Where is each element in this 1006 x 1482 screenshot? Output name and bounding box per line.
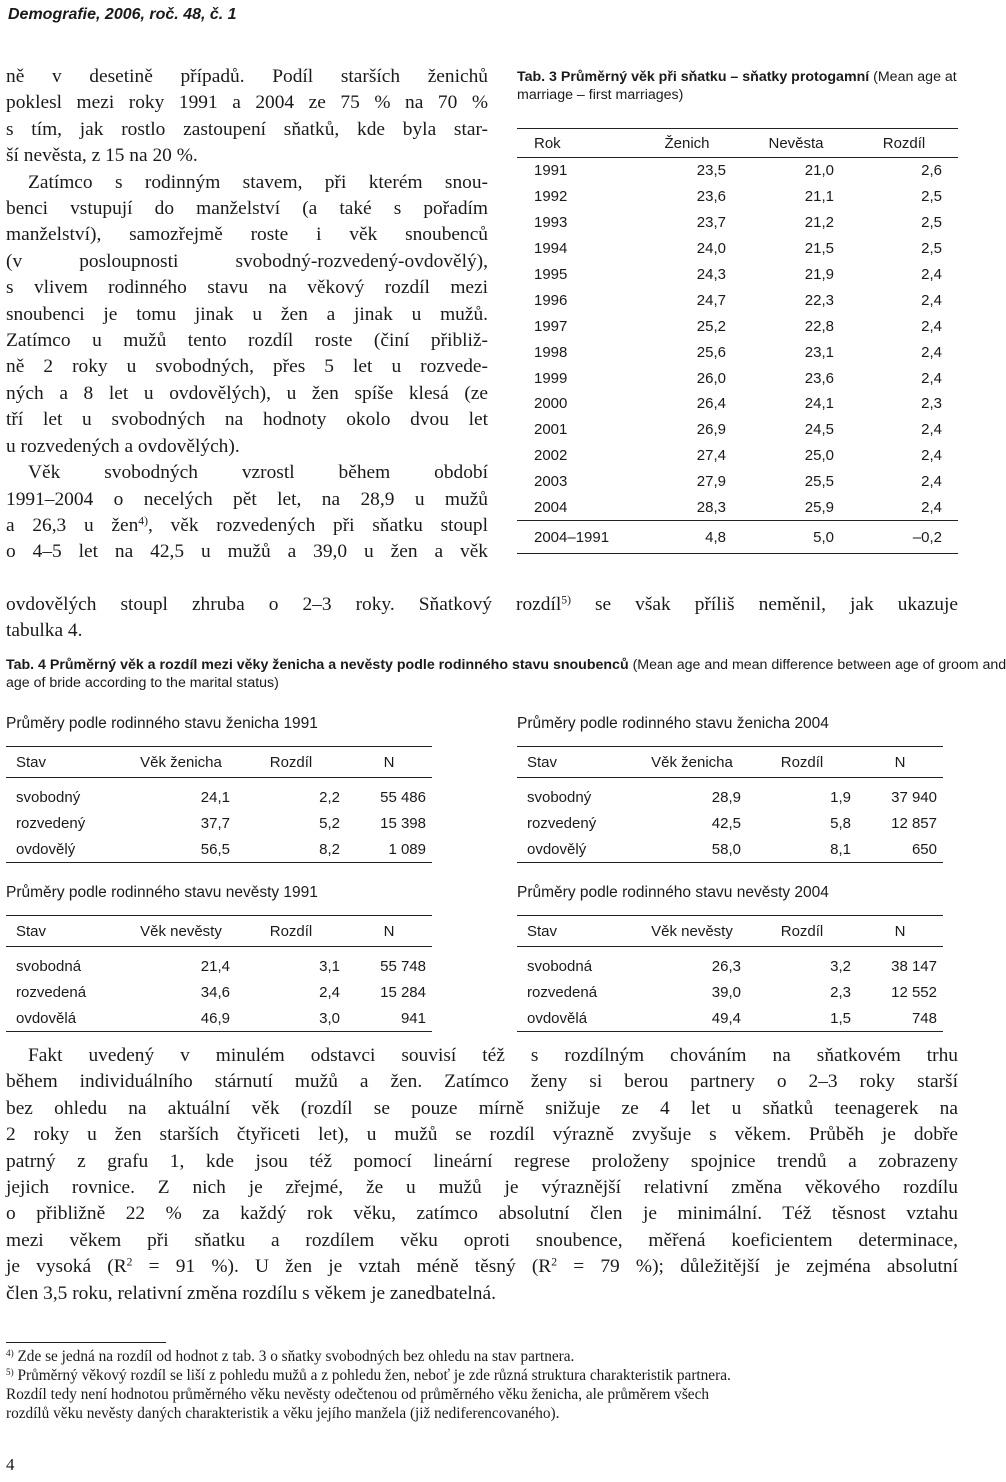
table-cell: 1,9 bbox=[830, 788, 851, 806]
text-fragment: a 26,3 u žen bbox=[6, 514, 139, 536]
column-header: Věk ženicha bbox=[126, 747, 236, 778]
table3 bbox=[517, 128, 958, 554]
column-header: Rok bbox=[517, 129, 632, 158]
table-header-row bbox=[6, 916, 432, 947]
table-cell: 21,2 bbox=[804, 214, 834, 232]
text-line: s vlivem rodinného stavu na věkový rozdíl mezi bbox=[6, 277, 488, 299]
text-line: patrný z grafu 1, kde jsou též pomocí lineární regrese proloženy spojnice trendů a zobrazeny bbox=[6, 1150, 958, 1172]
table-cell: 2,4 bbox=[921, 499, 942, 517]
table-cell: 34,6 bbox=[200, 983, 230, 1001]
groom-1991-table bbox=[6, 746, 432, 863]
table-cell: 37 940 bbox=[891, 788, 937, 806]
table-cell: 2003 bbox=[534, 473, 568, 491]
table4-title-en-line2: age of bride according to the marital status) bbox=[6, 675, 279, 691]
table-cell: 25,6 bbox=[696, 343, 726, 361]
text-line: poklesl mezi roky 1991 a 2004 ze 75 % na 70 % bbox=[6, 92, 488, 114]
column-header: Rozdíl bbox=[236, 747, 346, 778]
table-cell: 3,2 bbox=[830, 957, 851, 975]
table4-caption bbox=[6, 656, 1006, 692]
table-header-row bbox=[6, 747, 432, 778]
table-cell: 2,5 bbox=[921, 188, 942, 206]
table-cell: 25,9 bbox=[804, 499, 834, 517]
table-row bbox=[517, 262, 958, 288]
table-cell: 2,2 bbox=[319, 788, 340, 806]
text-line: ných a 8 let u ovdovělých), u žen spíše klesá (ze bbox=[6, 382, 488, 404]
table-cell: 3,0 bbox=[236, 1005, 346, 1032]
groom-2004-table bbox=[517, 746, 943, 863]
text-fragment: ovdovělých stoupl zhruba o 2–3 roky. Sňatkový rozdíl bbox=[6, 594, 562, 615]
text-line: (v posloupnosti svobodný-rozvedený-ovdovělý), bbox=[6, 250, 488, 272]
text-line: o přibližně 22 % za každý rok věku, zatímco absolutní člen je minimální. Též těsnost vztahu bbox=[6, 1203, 958, 1225]
footnote-mark: 5) bbox=[6, 1366, 14, 1377]
table-cell: 56,5 bbox=[126, 836, 236, 863]
text-line: Fakt uvedený v minulém odstavci souvisí též s rozdílným chováním na sňatkovém trhu bbox=[28, 1045, 958, 1066]
table-cell: 2,4 bbox=[921, 473, 942, 491]
table-cell: ovdovělá bbox=[517, 1005, 637, 1032]
table3-header-row bbox=[517, 129, 958, 158]
table-cell: 25,5 bbox=[804, 473, 834, 491]
text-fragment: , věk rozvedených při sňatku stoupl bbox=[147, 514, 488, 536]
table-cell: 2001 bbox=[534, 421, 568, 439]
table-cell: 2002 bbox=[534, 447, 568, 465]
table-cell: 2,6 bbox=[921, 162, 942, 180]
table-cell: 26,9 bbox=[696, 421, 726, 439]
table-cell: 2,3 bbox=[921, 395, 942, 413]
text-line: benci vstupují do manželství (a také s pořadím bbox=[6, 198, 488, 220]
text-line: jejich rovnice. Z nich je zřejmé, že u mužů je výraznější relativní změna věkového rozdílu bbox=[6, 1177, 958, 1199]
column-header: Stav bbox=[517, 916, 637, 947]
table-row bbox=[6, 784, 432, 810]
table-cell: 1997 bbox=[534, 317, 568, 335]
table3-total-row bbox=[517, 521, 958, 554]
table-row bbox=[517, 836, 943, 863]
table-cell: 8,2 bbox=[236, 836, 346, 863]
footnote-rule bbox=[6, 1342, 166, 1343]
table4-title: Průměrný věk a rozdíl mezi věky ženicha a nevěsty podle rodinného stavu snoubenců bbox=[45, 657, 629, 673]
table-cell: 42,5 bbox=[711, 814, 741, 832]
table-cell: 24,0 bbox=[696, 240, 726, 258]
table3-title-en-line2: marriage – first marriages) bbox=[517, 87, 684, 103]
table-row bbox=[517, 158, 958, 184]
column-header: Rozdíl bbox=[747, 747, 857, 778]
column-header: N bbox=[346, 916, 432, 947]
footnote-ref-5: 5) bbox=[561, 593, 571, 607]
table-row bbox=[517, 313, 958, 339]
table-cell: 25,2 bbox=[696, 317, 726, 335]
table-cell: 24,1 bbox=[804, 395, 834, 413]
table-cell: 1 089 bbox=[346, 836, 432, 863]
page-number: 4 bbox=[6, 1455, 15, 1474]
table4-label: Tab. 4 bbox=[6, 657, 46, 673]
table-row bbox=[517, 210, 958, 236]
groom-1991-title: Průměry podle rodinného stavu ženicha 1991 bbox=[6, 715, 318, 732]
column-header: N bbox=[346, 747, 432, 778]
body-text-left bbox=[6, 64, 488, 566]
table-cell: rozvedený bbox=[16, 814, 86, 832]
table-row bbox=[6, 810, 432, 836]
footnotes bbox=[6, 1347, 958, 1423]
table-cell: 941 bbox=[346, 1005, 432, 1032]
column-header: Stav bbox=[517, 747, 637, 778]
column-header: Stav bbox=[6, 747, 126, 778]
table-cell: 2004 bbox=[534, 499, 568, 517]
table-cell: 3,1 bbox=[319, 957, 340, 975]
bride-2004-title: Průměry podle rodinného stavu nevěsty 2004 bbox=[517, 884, 829, 901]
footnote-5-line3: rozdílů věku nevěsty daných charakteristik a věku jejího manžela (již nediferencovaného). bbox=[6, 1405, 560, 1422]
column-header: Věk nevěsty bbox=[126, 916, 236, 947]
table-cell: rozvedený bbox=[527, 814, 597, 832]
text-line: ně 2 roky u svobodných, přes 5 let u rozvede- bbox=[6, 356, 488, 378]
text-fragment: = 79 %); důležitější je zejména absolutní bbox=[557, 1256, 958, 1278]
table-row bbox=[517, 979, 943, 1005]
table-cell: 2,4 bbox=[921, 266, 942, 283]
table-cell: 28,3 bbox=[696, 499, 726, 517]
table-cell: 1,5 bbox=[747, 1005, 857, 1032]
table-cell: 748 bbox=[857, 1005, 943, 1032]
column-header: Stav bbox=[6, 916, 126, 947]
table-cell: 1996 bbox=[534, 291, 568, 309]
table-cell: 12 857 bbox=[891, 814, 937, 832]
table-cell: 23,7 bbox=[696, 214, 726, 232]
table-row bbox=[517, 339, 958, 365]
table-cell: 1991 bbox=[534, 162, 568, 180]
table-row bbox=[6, 953, 432, 979]
table-cell: 22,3 bbox=[804, 291, 834, 309]
text-line: Zatímco s rodinným stavem, při kterém snou- bbox=[28, 171, 488, 193]
table-cell: 23,6 bbox=[804, 369, 834, 387]
table-cell: 26,4 bbox=[696, 395, 726, 413]
column-header: Rozdíl bbox=[747, 916, 857, 947]
footnote-mark: 4) bbox=[6, 1347, 14, 1358]
table-cell: 23,5 bbox=[696, 162, 726, 180]
bride-2004-table bbox=[517, 915, 943, 1032]
text-line: u rozvedených a ovdovělých). bbox=[6, 435, 240, 457]
table-cell: 2,5 bbox=[921, 214, 942, 232]
column-header: Rozdíl bbox=[236, 916, 346, 947]
body-text-after bbox=[6, 1043, 958, 1307]
table-row bbox=[517, 953, 943, 979]
text-line bbox=[6, 513, 488, 539]
table-cell: 27,9 bbox=[696, 473, 726, 491]
text-line: Věk svobodných vzrostl během období bbox=[28, 462, 488, 484]
table-cell: rozvedená bbox=[16, 983, 87, 1001]
table-cell: 15 398 bbox=[380, 814, 426, 832]
table-cell: svobodná bbox=[16, 957, 82, 975]
table-cell: 21,9 bbox=[804, 266, 834, 283]
table-row bbox=[517, 1005, 943, 1032]
table-cell: 1994 bbox=[534, 240, 568, 258]
table-cell: 55 748 bbox=[380, 957, 426, 975]
table-cell: 26,0 bbox=[696, 369, 726, 387]
table-row bbox=[517, 184, 958, 210]
table-cell: 24,7 bbox=[696, 291, 726, 309]
table-row bbox=[517, 784, 943, 810]
table-cell: 24,1 bbox=[200, 788, 230, 806]
table-cell: 5,0 bbox=[742, 521, 850, 554]
table-row bbox=[517, 495, 958, 521]
table-cell: svobodný bbox=[16, 788, 81, 806]
table-cell: 23,1 bbox=[804, 343, 834, 361]
text-line: ší nevěsta, z 15 na 20 %. bbox=[6, 145, 198, 167]
text-line: tří let u svobodných na hodnoty okolo dvou let bbox=[6, 409, 488, 431]
table3-title-en: (Mean age at bbox=[869, 69, 957, 85]
text-line: s tím, jak rostlo zastoupení sňatků, kde byla star- bbox=[6, 118, 488, 140]
text-line: bez ohledu na aktuální věk (rozdíl se pouze mírně snižuje ze 4 let u sňatků teenagerek na bbox=[6, 1097, 958, 1119]
table3-caption bbox=[517, 68, 959, 104]
footnote-5-line2: Rozdíl tedy není hodnotou průměrného věku nevěsty odečtenou od průměrného věku ženicha, ale průměrem všech bbox=[6, 1386, 710, 1403]
table-cell: 1999 bbox=[534, 369, 568, 387]
table-cell: 46,9 bbox=[126, 1005, 236, 1032]
text-line: Zatímco u mužů tento rozdíl roste (činí přibliž- bbox=[6, 330, 488, 352]
table-row bbox=[517, 443, 958, 469]
table-cell: 2,5 bbox=[921, 240, 942, 258]
table-cell: 2,4 bbox=[921, 343, 942, 361]
table-row bbox=[517, 417, 958, 443]
text-line bbox=[6, 592, 958, 618]
table-cell: 4,8 bbox=[632, 521, 742, 554]
table-header-row bbox=[517, 916, 943, 947]
table-row bbox=[517, 391, 958, 417]
table-row bbox=[517, 365, 958, 391]
table-row bbox=[517, 469, 958, 495]
table-header-row bbox=[517, 747, 943, 778]
running-header: Demografie, 2006, roč. 48, č. 1 bbox=[8, 6, 237, 23]
text-line bbox=[6, 1254, 958, 1280]
footnote-text: Průměrný věkový rozdíl se liší z pohledu mužů a z pohledu žen, neboť je zde různá struktura charakteristik partnera. bbox=[13, 1367, 731, 1384]
footnote-text: Zde se jedná na rozdíl od hodnot z tab. 3 o sňatky svobodných bez ohledu na stav partnera. bbox=[13, 1348, 575, 1365]
text-line: o 4–5 let na 42,5 u mužů a 39,0 u žen a věk bbox=[6, 541, 488, 563]
column-header: Rozdíl bbox=[850, 129, 958, 158]
table-cell: 1995 bbox=[534, 266, 568, 283]
superscript: 2 bbox=[126, 1255, 133, 1269]
table-cell: 37,7 bbox=[200, 814, 230, 832]
text-line: člen 3,5 roku, relativní změna rozdílu s věkem je zanedbatelná. bbox=[6, 1282, 496, 1304]
text-line: 1991–2004 o necelých pět let, na 28,9 u mužů bbox=[6, 488, 488, 510]
table-row bbox=[6, 836, 432, 863]
footnote-ref-4: 4) bbox=[138, 514, 148, 528]
table-row bbox=[6, 1005, 432, 1032]
table-cell: 21,1 bbox=[804, 188, 834, 206]
table-cell: svobodný bbox=[527, 788, 592, 806]
bride-1991-title: Průměry podle rodinného stavu nevěsty 1991 bbox=[6, 884, 318, 901]
table-cell: 1992 bbox=[534, 188, 568, 206]
superscript: 2 bbox=[551, 1255, 558, 1269]
table-cell: 27,4 bbox=[696, 447, 726, 465]
text-fragment: se však příliš neměnil, jak ukazuje bbox=[570, 594, 958, 615]
table-cell: 1993 bbox=[534, 214, 568, 232]
column-header: N bbox=[857, 747, 943, 778]
table-cell: ovdovělý bbox=[6, 836, 126, 863]
table-cell: 15 284 bbox=[380, 983, 426, 1001]
table-cell: ovdovělá bbox=[6, 1005, 126, 1032]
table-cell: 26,3 bbox=[711, 957, 741, 975]
text-line: manželství), samozřejmě roste i věk snoubenců bbox=[6, 224, 488, 246]
table-row bbox=[517, 236, 958, 262]
column-header: Nevěsta bbox=[742, 129, 850, 158]
table-cell: 8,1 bbox=[747, 836, 857, 863]
table-cell: 24,3 bbox=[696, 266, 726, 283]
table-cell: 28,9 bbox=[711, 788, 741, 806]
table-cell: 2,4 bbox=[921, 447, 942, 465]
table-cell: 2,4 bbox=[921, 421, 942, 439]
table-cell: ovdovělý bbox=[517, 836, 637, 863]
table-cell: 21,5 bbox=[804, 240, 834, 258]
table-cell: 5,8 bbox=[830, 814, 851, 832]
table-cell: 55 486 bbox=[380, 788, 426, 806]
table-cell: 58,0 bbox=[637, 836, 747, 863]
table-cell: 21,0 bbox=[804, 162, 834, 180]
footnote-4 bbox=[6, 1347, 958, 1366]
table-cell: 38 147 bbox=[891, 957, 937, 975]
bride-1991-table bbox=[6, 915, 432, 1032]
text-line: mezi věkem při sňatku a rozdílem věku oproti snoubence, měřená koeficientem determinace, bbox=[6, 1229, 958, 1251]
table3-label: Tab. 3 bbox=[517, 69, 557, 85]
column-header: N bbox=[857, 916, 943, 947]
footnote-5 bbox=[6, 1366, 958, 1385]
text-line: ně v desetině případů. Podíl starších ženichů bbox=[6, 66, 488, 87]
column-header: Věk nevěsty bbox=[637, 916, 747, 947]
table-cell: svobodná bbox=[527, 957, 593, 975]
table-cell: –0,2 bbox=[850, 521, 958, 554]
text-line: 2 roky u žen starších čtyřiceti let), u mužů se rozdíl výrazně zvyšuje s věkem. Průběh je dobře bbox=[6, 1124, 958, 1146]
table-cell: 1998 bbox=[534, 343, 568, 361]
table-row bbox=[517, 287, 958, 313]
table-cell: 2004–1991 bbox=[517, 521, 632, 554]
text-line: během individuálního stárnutí mužů a žen. Zatímco ženy si berou partnery o 2–3 roky starší bbox=[6, 1071, 958, 1093]
body-text-full bbox=[6, 592, 958, 645]
table-cell: 25,0 bbox=[804, 447, 834, 465]
table-cell: 2,4 bbox=[921, 291, 942, 309]
table-cell: 2,4 bbox=[921, 369, 942, 387]
table-cell: 24,5 bbox=[804, 421, 834, 439]
table-cell: rozvedená bbox=[527, 983, 598, 1001]
table-cell: 39,0 bbox=[711, 983, 741, 1001]
table-cell: 2000 bbox=[534, 395, 568, 413]
column-header: Ženich bbox=[632, 129, 742, 158]
table-cell: 23,6 bbox=[696, 188, 726, 206]
text-fragment: = 91 %). U žen je vztah méně těsný (R bbox=[132, 1256, 552, 1278]
table-cell: 650 bbox=[857, 836, 943, 863]
table-cell: 5,2 bbox=[319, 814, 340, 832]
text-fragment: je vysoká (R bbox=[6, 1256, 127, 1278]
text-line: tabulka 4. bbox=[6, 620, 83, 642]
table-row bbox=[517, 810, 943, 836]
table4-title-en: (Mean age and mean difference between age of groom and bbox=[628, 657, 1006, 673]
text-line: snoubenci je tomu jinak u žen a jinak u mužů. bbox=[6, 303, 488, 325]
table-cell: 22,8 bbox=[804, 317, 834, 335]
table-cell: 2,4 bbox=[921, 317, 942, 335]
column-header: Věk ženicha bbox=[637, 747, 747, 778]
table-cell: 49,4 bbox=[637, 1005, 747, 1032]
groom-2004-title: Průměry podle rodinného stavu ženicha 2004 bbox=[517, 715, 829, 732]
table-cell: 2,4 bbox=[319, 983, 340, 1001]
table-cell: 2,3 bbox=[830, 983, 851, 1001]
table3-title: Průměrný věk při sňatku – sňatky protogamní bbox=[556, 69, 870, 85]
table-cell: 21,4 bbox=[200, 957, 230, 975]
table-cell: 12 552 bbox=[891, 983, 937, 1001]
table-row bbox=[6, 979, 432, 1005]
